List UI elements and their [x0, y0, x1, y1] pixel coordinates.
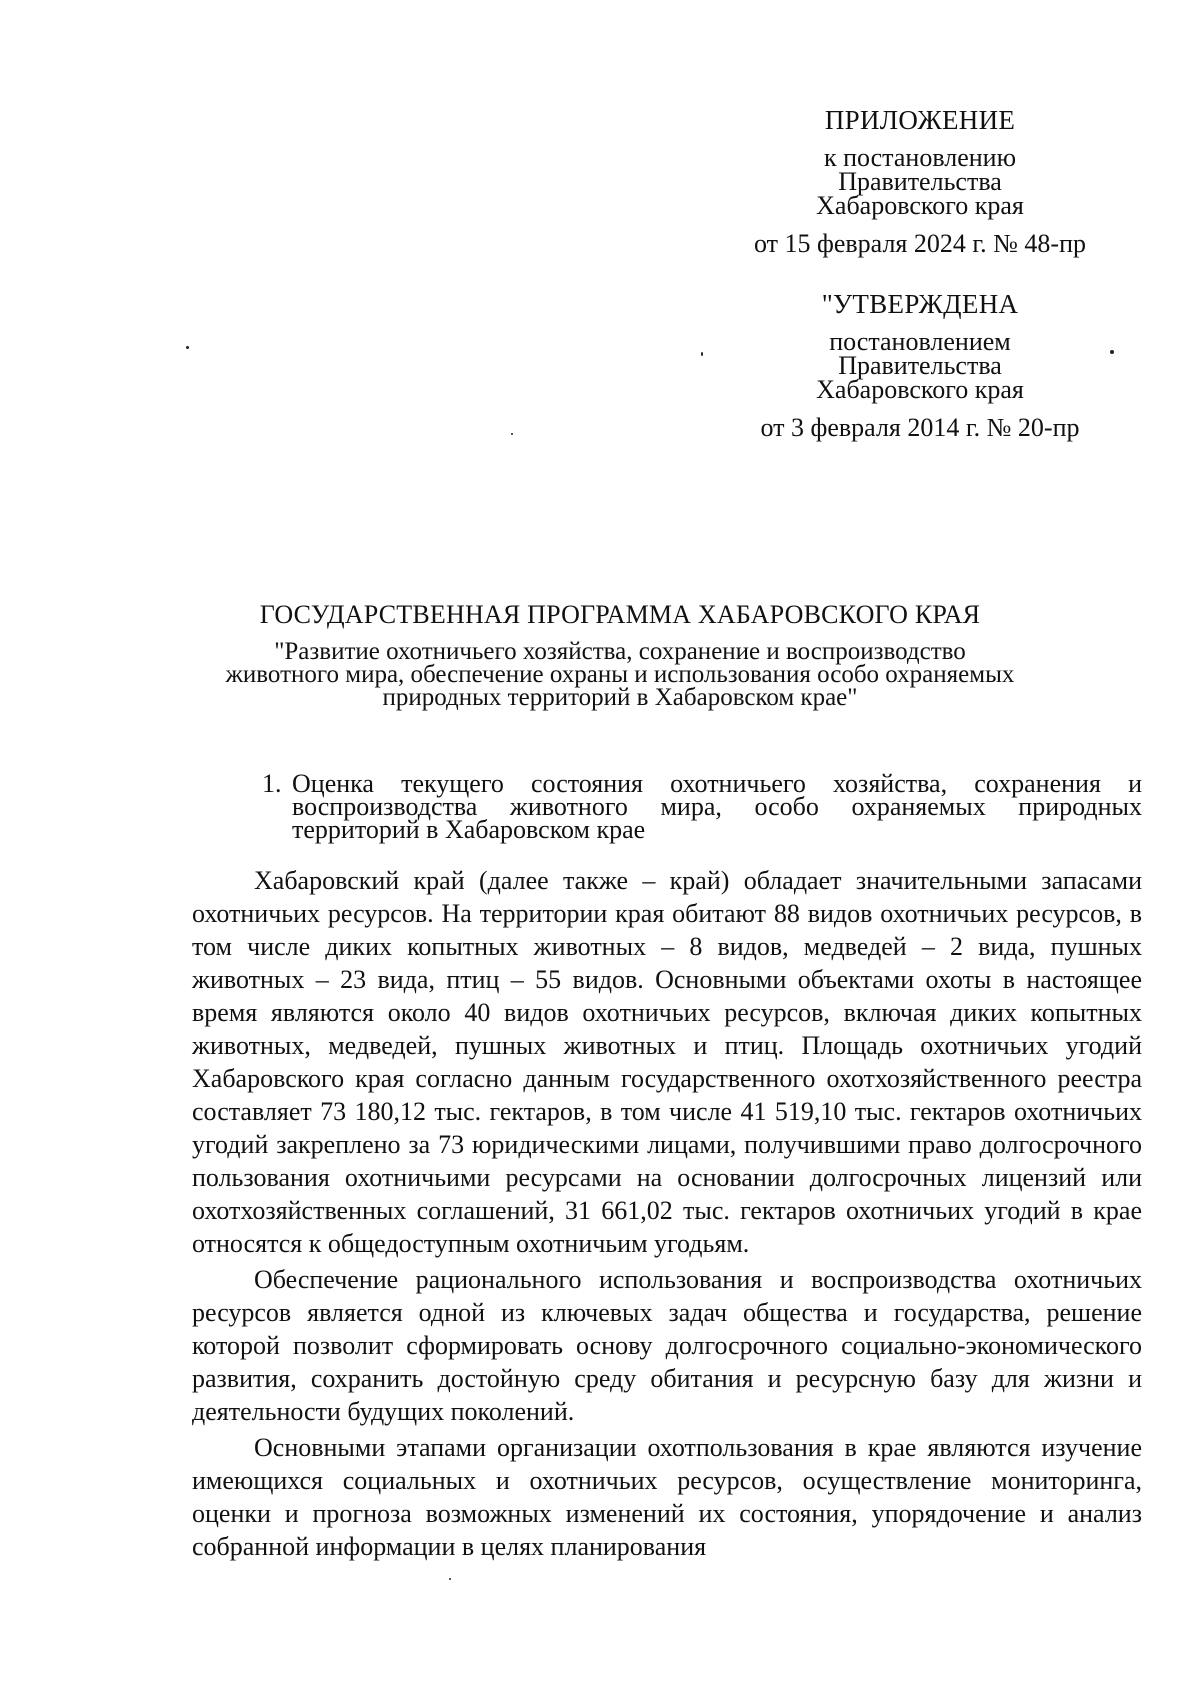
scan-speck	[1110, 350, 1114, 354]
approved-block	[740, 289, 1100, 442]
paragraph-3: Основными этапами организации охотпользования в крае являются изучение имеющихся социальных и охотничьих ресурсов, осуществление мониторинга, оценки и прогноза возможных изменений их состояния, упорядочение и анализ собранной информации в целях планирования	[192, 1433, 1142, 1561]
body-text	[192, 864, 1142, 1566]
scan-speck	[701, 352, 703, 356]
appendix-line-2: Правительства	[838, 167, 1002, 196]
section-number: 1.	[262, 769, 282, 798]
section-heading-text: Оценка текущего состояния охотничьего хозяйства, сохранения и воспроизводства животного мира, особо охраняемых природных территорий в Хабаровском крае	[292, 769, 1142, 844]
approved-line-2: Правительства	[838, 351, 1002, 380]
paragraph-2: Обеспечение рационального использования и воспроизводства охотничьих ресурсов является одной из ключевых задач общества и государства, решение которой позволит сформировать основу долгосрочного социально-экономического развития, сохранить достойную среду обитания и ресурсную базу для жизни и деятельности будущих поколений.	[192, 1265, 1142, 1426]
program-subtitle	[180, 640, 1060, 709]
appendix-line-1: к постановлению	[823, 143, 1017, 172]
approved-title: "УТВЕРЖДЕНА	[821, 289, 1019, 319]
approved-date: от 3 февраля 2014 г. № 20-пр	[760, 413, 1080, 442]
program-title: ГОСУДАРСТВЕННАЯ ПРОГРАММА ХАБАРОВСКОГО КРАЯ	[259, 600, 981, 629]
paragraph-1: Хабаровский край (далее также – край) обладает значительными запасами охотничьих ресурсов. На территории края обитают 88 видов охотничьих ресурсов, в том числе диких копытных животных – 8 видов, медведей – 2 вида, пушных животных – 23 вида, птиц – 55 видов. Основными объектами охоты в настоящее время являются около 40 видов охотничьих ресурсов, включая диких копытных животных, медведей, пушных животных и птиц. Площадь охотничьих угодий Хабаровского края согласно данным государственного охотхозяйственного реестра составляет 73 180,12 тыс. гектаров, в том числе 41 519,10 тыс. гектаров охотничьих угодий закреплено за 73 юридическими лицами, получившими право долгосрочного пользования охотничьими ресурсами на основании долгосрочных лицензий или охотхозяйственных соглашений, 31 661,02 тыс. гектаров охотничьих угодий в крае относятся к общедоступным охотничьим угодьям.	[192, 866, 1142, 1258]
program-subtitle-line-1: "Развитие охотничьего хозяйства, сохранение и воспроизводство	[274, 638, 966, 665]
appendix-date: от 15 февраля 2024 г. № 48-пр	[754, 229, 1086, 258]
appendix-title: ПРИЛОЖЕНИЕ	[824, 105, 1016, 135]
section-heading	[262, 769, 1142, 844]
program-subtitle-line-3: природных территорий в Хабаровском крае"	[382, 684, 858, 711]
program-subtitle-line-2: животного мира, обеспечение охраны и использования особо охраняемых	[225, 661, 1015, 688]
scan-speck	[511, 433, 513, 435]
approved-line-3: Хабаровского края	[816, 375, 1024, 404]
scan-speck	[449, 1578, 451, 1580]
appendix-line-3: Хабаровского края	[816, 191, 1024, 220]
appendix-block	[740, 105, 1100, 258]
approved-line-1: постановлением	[829, 327, 1011, 356]
scan-speck	[186, 346, 189, 349]
